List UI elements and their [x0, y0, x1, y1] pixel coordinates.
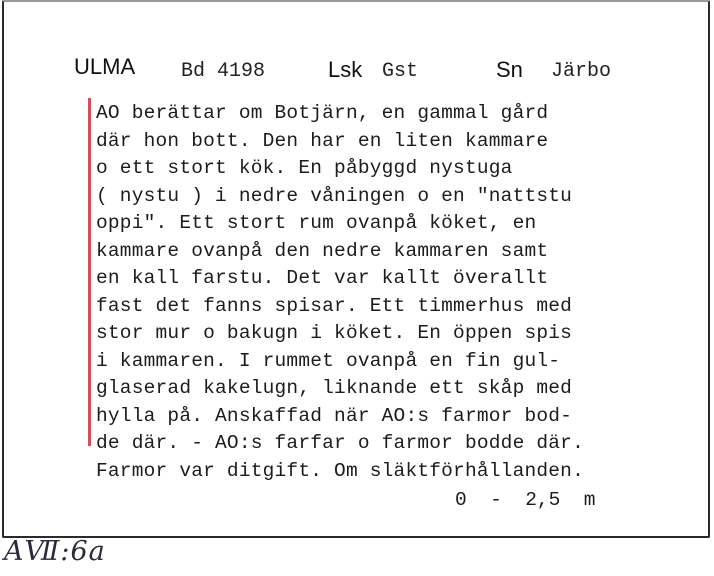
text-line: kammare ovanpå den nedre kammaren samt	[96, 239, 549, 262]
text-line: där hon bott. Den har en liten kammare	[96, 129, 549, 152]
card-header	[0, 54, 714, 94]
measurement-note: 0 - 2,5 m	[455, 489, 596, 511]
text-line: fast det fanns spisar. Ett timmerhus med	[96, 294, 573, 317]
parish-label: Sn	[496, 57, 523, 82]
text-line: hylla på. Anskaffad när AO:s farmor bod-	[96, 404, 573, 427]
handwritten-signum: AⅦ:6a	[4, 536, 106, 567]
text-line: de där. - AO:s farfar o farmor bodde där.	[96, 432, 584, 454]
text-line: en kall farstu. Det var kallt överallt	[96, 267, 549, 289]
text-line: Farmor var ditgift. Om släktförhållanden.	[96, 459, 584, 482]
region-value: Gst	[382, 60, 419, 83]
typed-text	[96, 100, 676, 485]
volume-number: Bd 4198	[181, 60, 266, 83]
text-line: stor mur o bakugn i köket. En öppen spis	[96, 322, 573, 344]
parish-value: Järbo	[551, 60, 612, 83]
region-label: Lsk	[328, 57, 363, 82]
text-line: ( nystu ) i nedre våningen o en "nattstu	[96, 184, 573, 207]
margin-line	[88, 98, 91, 446]
text-line: o ett stort kök. En påbyggd nystuga	[96, 157, 513, 179]
text-line: oppi". Ett stort rum ovanpå köket, en	[96, 212, 537, 234]
text-line: i kammaren. I rummet ovanpå en fin gul-	[96, 349, 561, 372]
text-line: AO berättar om Botjärn, en gammal gård	[96, 102, 549, 124]
text-line: glaserad kakelugn, liknande ett skåp med	[96, 377, 573, 399]
place-label: ULMA	[74, 54, 136, 79]
